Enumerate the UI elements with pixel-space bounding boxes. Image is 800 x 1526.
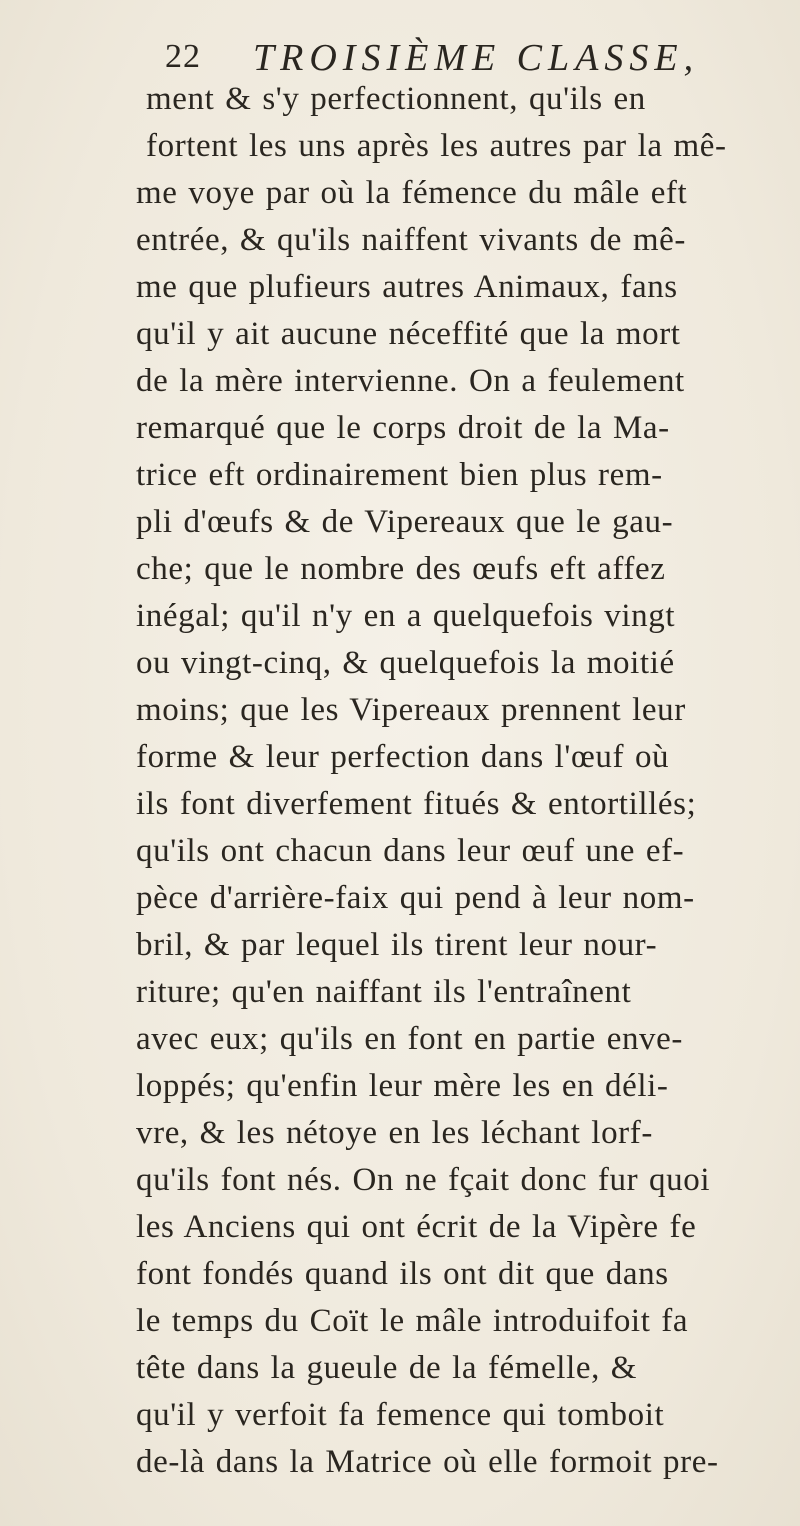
text-line: qu'il y verfoit fa femence qui tomboit [136, 1397, 665, 1433]
running-header [165, 36, 725, 84]
text-line: me que plufieurs autres Animaux, fans [136, 269, 678, 305]
text-line: fortent les uns après les autres par la mê- [146, 128, 727, 164]
text-line: loppés; qu'enfin leur mère les en déli- [136, 1068, 669, 1104]
text-line: tête dans la gueule de la fémelle, & [136, 1350, 638, 1386]
text-line: trice eft ordinairement bien plus rem- [136, 457, 663, 493]
text-line: qu'ils font nés. On ne fçait donc fur quoi [136, 1162, 711, 1198]
text-line: moins; que les Vipereaux prennent leur [136, 692, 686, 728]
text-line: qu'ils ont chacun dans leur œuf une ef- [136, 833, 685, 869]
text-line: de la mère intervienne. On a feulement [136, 363, 685, 399]
text-line: remarqué que le corps droit de la Ma- [136, 410, 670, 446]
text-line: bril, & par lequel ils tirent leur nour- [136, 927, 658, 963]
text-line: ment & s'y perfectionnent, qu'ils en [146, 81, 646, 117]
text-line: pli d'œufs & de Vipereaux que le gau- [136, 504, 674, 540]
text-line: che; que le nombre des œufs eft affez [136, 551, 666, 587]
text-line: inégal; qu'il n'y en a quelquefois vingt [136, 598, 676, 634]
text-line: font fondés quand ils ont dit que dans [136, 1256, 669, 1292]
text-line: avec eux; qu'ils en font en partie enve- [136, 1021, 683, 1057]
text-line: vre, & les nétoye en les léchant lorf- [136, 1115, 653, 1151]
text-line: qu'il y ait aucune néceffité que la mort [136, 316, 681, 352]
text-line: les Anciens qui ont écrit de la Vipère fe [136, 1209, 697, 1245]
text-line: ou vingt-cinq, & quelquefois la moitié [136, 645, 675, 681]
page-number: 22 [165, 38, 201, 75]
running-title: TROISIÈME CLASSE, [253, 37, 700, 79]
text-line: ils font diverfement fitués & entortillés; [136, 786, 697, 822]
text-line: me voye par où la fémence du mâle eft [136, 175, 688, 211]
text-line: le temps du Coït le mâle introduifoit fa [136, 1303, 689, 1339]
text-line: riture; qu'en naiffant ils l'entraînent [136, 974, 632, 1010]
text-line: de-là dans la Matrice où elle formoit pre- [136, 1444, 719, 1480]
text-line: forme & leur perfection dans l'œuf où [136, 739, 670, 775]
text-line: entrée, & qu'ils naiffent vivants de mê- [136, 222, 686, 258]
text-line: pèce d'arrière-faix qui pend à leur nom- [136, 880, 695, 916]
